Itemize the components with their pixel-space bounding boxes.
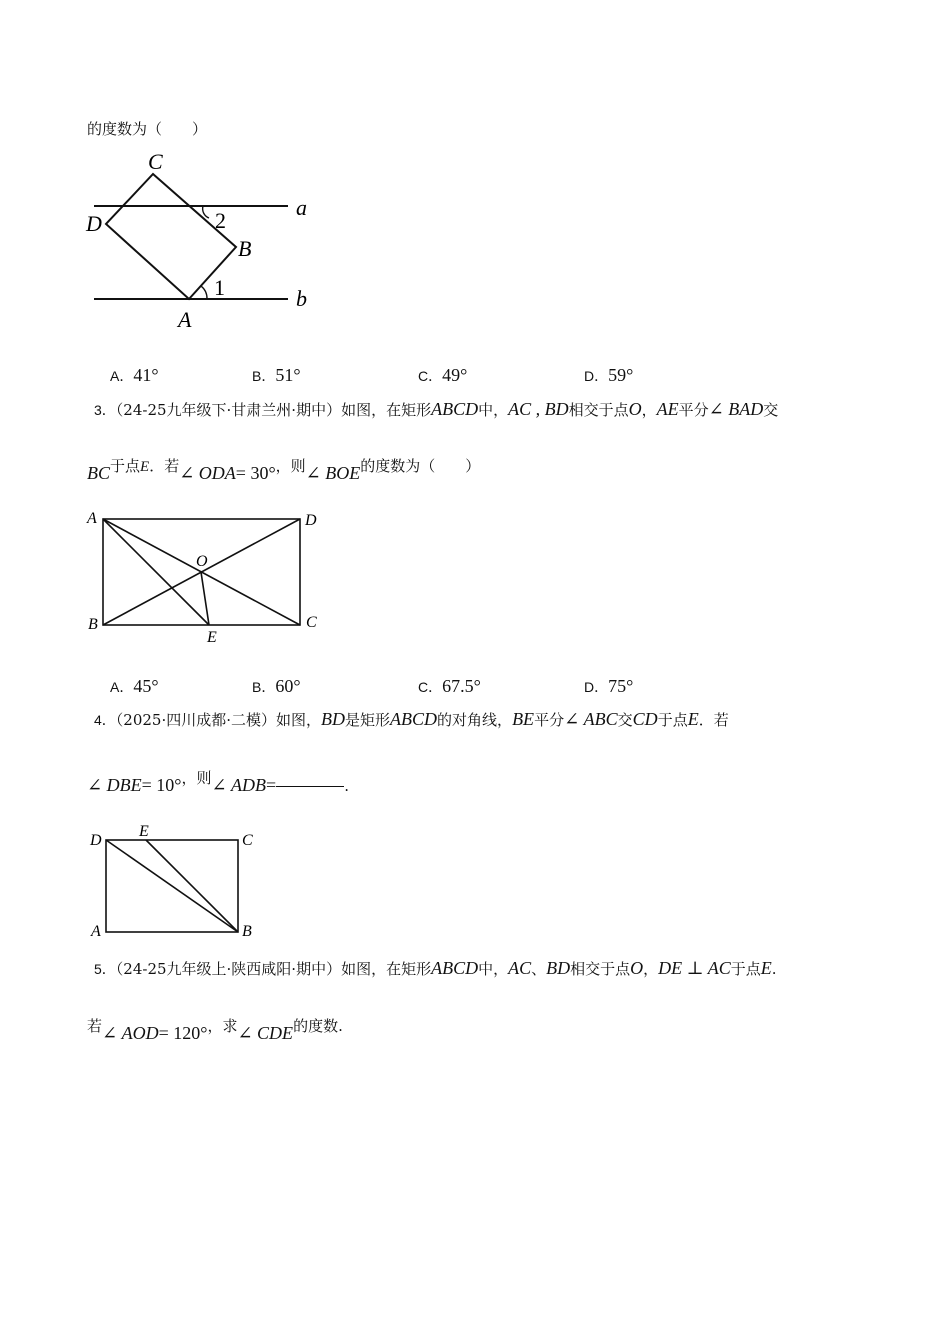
label-o: O xyxy=(196,553,208,570)
q2-option-c: C．49° xyxy=(418,365,468,385)
label-c: C xyxy=(306,614,317,631)
label-line-b: b xyxy=(296,286,307,311)
label-e: E xyxy=(139,823,149,840)
q5-source: （24-25九年级上·陕西咸阳·期中） xyxy=(115,960,342,978)
q3-option-b: B．60° xyxy=(252,676,301,696)
q3-option-c: C．67.5° xyxy=(418,676,481,696)
label-line-a: a xyxy=(296,195,307,220)
q4-source: （2025·四川成都·二模） xyxy=(115,711,277,729)
q2-option-b: B．51° xyxy=(252,365,301,385)
label-d: D xyxy=(305,512,317,529)
q3-number: 3． xyxy=(94,402,116,418)
label-b: B xyxy=(242,923,252,940)
q3-line-2: BC于点E．若∠ ODA= 30°，则∠ BOE的度数为（ ） xyxy=(87,457,481,483)
label-b: B xyxy=(88,616,98,633)
q2-figure xyxy=(80,145,330,335)
label-angle-1: 1 xyxy=(214,275,225,300)
label-a: A xyxy=(87,510,97,527)
label-e: E xyxy=(207,629,217,646)
segment-ae xyxy=(103,519,209,625)
segment-be xyxy=(146,840,238,932)
q3-figure xyxy=(80,505,330,650)
q3-option-d: D．75° xyxy=(584,676,634,696)
q3-line-1: 3．（24-25九年级下·甘肃兰州·期中）如图，在矩形ABCD中，AC , BD相交于点O，AE平分∠ BAD交 xyxy=(94,399,779,419)
angle-1-arc xyxy=(201,286,207,299)
label-d: D xyxy=(90,832,102,849)
label-c: C xyxy=(242,832,253,849)
q5-line-2: 若∠ AOD= 120°，求∠ CDE的度数. xyxy=(87,1017,343,1043)
q2-option-a: A．41° xyxy=(110,365,159,385)
label-a: A xyxy=(178,307,192,332)
label-a: A xyxy=(91,923,101,940)
q2-tail-text: 的度数为（ ） xyxy=(87,120,208,138)
q5-number: 5． xyxy=(94,961,116,977)
angle-2-arc xyxy=(203,206,209,218)
label-c: C xyxy=(148,149,163,174)
q3-option-a: A．45° xyxy=(110,676,159,696)
label-d: D xyxy=(86,211,102,236)
diagonal-bd xyxy=(106,840,238,932)
q4-figure xyxy=(80,818,270,943)
answer-blank xyxy=(276,785,344,787)
label-angle-2: 2 xyxy=(215,208,226,233)
q2-option-d: D．59° xyxy=(584,365,634,385)
label-b: B xyxy=(238,236,252,261)
q4-line-1: 4．（2025·四川成都·二模）如图，BD是矩形ABCD的对角线，BE平分∠ ABC交CD于点E．若 xyxy=(94,709,729,729)
q3-source: （24-25九年级下·甘肃兰州·期中） xyxy=(115,401,342,419)
q4-number: 4． xyxy=(94,712,116,728)
q4-line-2: ∠ DBE= 10°，则∠ ADB= . xyxy=(87,769,349,795)
q5-line-1: 5．（24-25九年级上·陕西咸阳·期中）如图，在矩形ABCD中，AC、BD相交于点O，DE ⊥ AC于点E. xyxy=(94,958,777,978)
segment-oe xyxy=(201,572,209,625)
